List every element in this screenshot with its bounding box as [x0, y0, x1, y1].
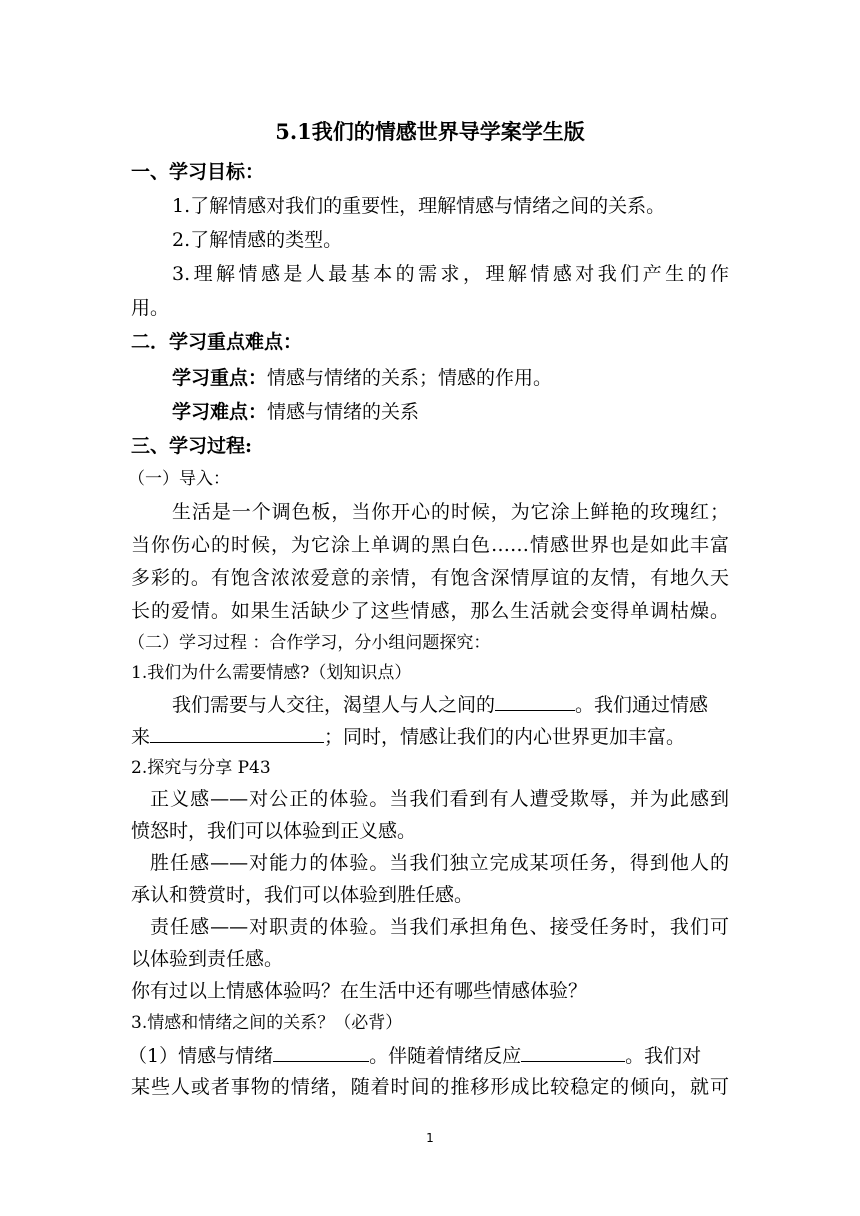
question-2: 2.探究与分享 P43 — [131, 758, 271, 778]
question-1-text-a: 我们需要与人交往，渴望人与人之间的 — [172, 694, 496, 716]
difficulty-row — [172, 400, 419, 424]
key-point-text: 情感与情绪的关系；情感的作用。 — [267, 367, 553, 389]
question-1-line-2 — [131, 724, 685, 749]
difficulty-text: 情感与情绪的关系 — [267, 401, 420, 423]
difficulty-label: 学习难点： — [172, 401, 268, 423]
intro-heading: （一）导入： — [128, 469, 230, 489]
question-1-line-1 — [172, 692, 708, 717]
question-1: 1.我们为什么需要情感?（划知识点） — [131, 663, 412, 683]
question-2-p1-line-2: 愤怒时，我们可以体验到正义感。 — [131, 820, 417, 842]
fill-blank-1[interactable] — [495, 692, 575, 711]
question-2-ask: 你有过以上情感体验吗？在生活中还有哪些情感体验？ — [131, 980, 588, 1002]
goal-3-line-2: 用。 — [131, 297, 170, 319]
question-3: 3.情感和情绪之间的关系？（必背） — [131, 1013, 403, 1033]
question-1-text-d: ；同时，情感让我们的内心世界更加丰富。 — [324, 726, 686, 748]
question-2-p2-line-1: 胜任感——对能力的体验。当我们独立完成某项任务，得到他人的 — [150, 852, 729, 874]
question-1-text-c: 来 — [131, 726, 151, 748]
fill-blank-2[interactable] — [150, 724, 324, 743]
intro-line-2: 当你伤心的时候，为它涂上单调的黑白色……情感世界也是如此丰富 — [131, 534, 729, 556]
question-2-p2-line-2: 承认和赞赏时，我们可以体验到胜任感。 — [131, 884, 474, 906]
intro-line-3: 多彩的。有饱含浓浓爱意的亲情，有饱含深情厚谊的友情，有地久天 — [131, 567, 729, 589]
question-2-p1-line-1: 正义感——对公正的体验。当我们看到有人遭受欺辱，并为此感到 — [150, 788, 729, 810]
fill-blank-4[interactable] — [521, 1043, 625, 1062]
intro-line-1: 生活是一个调色板，当你开心的时候，为它涂上鲜艳的玫瑰红； — [172, 501, 729, 523]
fill-blank-3[interactable] — [273, 1043, 369, 1062]
question-3-text-b: 。伴随着情绪反应 — [369, 1045, 522, 1067]
question-3-line-1 — [128, 1043, 701, 1068]
goal-2: 2.了解情感的类型。 — [172, 229, 343, 251]
goal-1: 1.了解情感对我们的重要性，理解情感与情绪之间的关系。 — [172, 195, 666, 217]
key-point-row — [172, 366, 552, 390]
question-3-line-2: 某些人或者事物的情绪，随着时间的推移形成比较稳定的倾向，就可 — [131, 1076, 729, 1098]
question-3-text-a: （1）情感与情绪 — [128, 1045, 274, 1067]
page-title: 5.1我们的情感世界导学案学生版 — [275, 119, 585, 144]
page-number: 1 — [426, 1131, 434, 1145]
goals-heading: 一、学习目标： — [131, 161, 265, 183]
question-3-text-c: 。我们对 — [625, 1045, 702, 1067]
question-2-p3-line-2: 以体验到责任感。 — [131, 948, 284, 970]
key-points-heading: 二．学习重点难点： — [131, 331, 303, 353]
process-2-heading: （二）学习过程 ：合作学习，分小组问题探究： — [128, 633, 491, 653]
process-heading: 三、学习过程: — [131, 435, 253, 457]
key-point-label: 学习重点： — [172, 367, 268, 389]
question-2-p3-line-1: 责任感——对职责的体验。当我们承担角色、接受任务时，我们可 — [150, 916, 729, 938]
intro-line-4: 长的爱情。如果生活缺少了这些情感，那么生活就会变得单调枯燥。 — [131, 600, 729, 622]
goal-3-line-1: 3.理解情感是人最基本的需求，理解情感对我们产生的作 — [172, 263, 729, 285]
question-1-text-b: 。我们通过情感 — [575, 694, 709, 716]
